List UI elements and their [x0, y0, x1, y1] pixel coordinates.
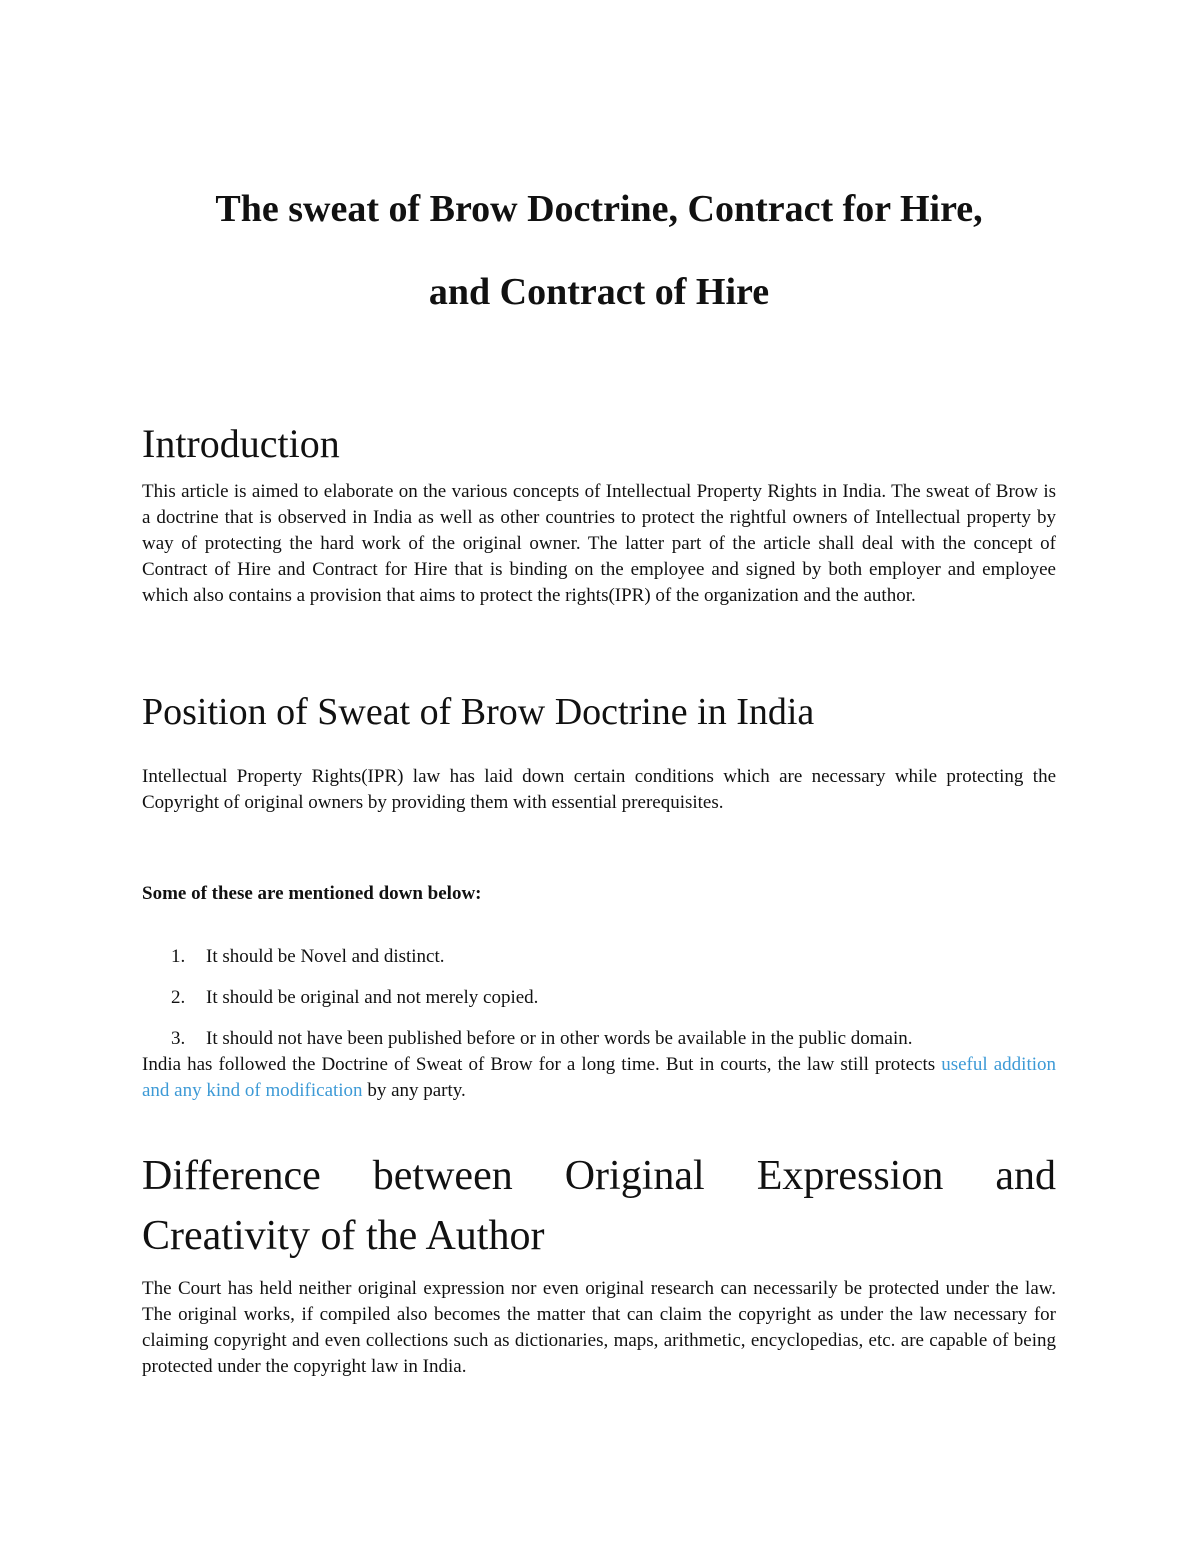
heading-word: Difference — [142, 1153, 321, 1199]
title-line-1: The sweat of Brow Doctrine, Contract for Hire, — [215, 188, 983, 230]
position-paragraph: Intellectual Property Rights(IPR) law has laid down certain conditions which are necessary while protecting the Copyright of original owners by providing them with essential prerequisites. — [142, 766, 1056, 813]
position-heading: Position of Sweat of Brow Doctrine in India — [142, 691, 815, 733]
list-item-number: 2. — [171, 987, 186, 1008]
introduction-heading: Introduction — [142, 421, 340, 466]
list-item-number: 1. — [171, 946, 186, 967]
list-item-number: 3. — [171, 1028, 186, 1049]
list-item — [142, 1026, 1056, 1052]
difference-paragraph: The Court has held neither original expression nor even original research can necessarily be protected under the law. The original works, if compiled also becomes the matter that can claim the copyright as under the law necessary for claiming copyright and even collections such as dictionaries, maps, arithmetic, encyclopedias, etc. are capable of being protected under the copyright law in India. — [142, 1278, 1056, 1377]
document-title — [142, 168, 1056, 334]
list-item-text: It should be original and not merely copied. — [206, 987, 539, 1008]
list-item-text: It should be Novel and distinct. — [206, 946, 445, 967]
list-item-text: It should not have been published before or in other words be available in the public domain. — [206, 1028, 913, 1049]
list-item — [142, 985, 1056, 1011]
list-intro: Some of these are mentioned down below: — [142, 883, 482, 904]
introduction-paragraph: This article is aimed to elaborate on the various concepts of Intellectual Property Rights in India. The sweat of Brow is a doctrine that is observed in India as well as other countries to protect the rightful owners of Intellectual property by way of protecting the hard work of the original owner. The latter part of the article shall deal with the concept of Contract of Hire and Contract for Hire that is binding on the employee and signed by both employer and employee which also contains a provision that aims to protect the rights(IPR) of the organization and the author. — [142, 481, 1056, 606]
india-doctrine-tail: by any party. — [362, 1080, 466, 1101]
heading-word: Original — [564, 1153, 705, 1199]
difference-heading-line-1 — [142, 1146, 1056, 1206]
difference-heading — [142, 1146, 1056, 1266]
heading-word: and — [995, 1153, 1056, 1199]
list-item — [142, 944, 1056, 970]
heading-word: between — [372, 1153, 513, 1199]
title-line-2: and Contract of Hire — [428, 271, 770, 313]
heading-word: Expression — [756, 1153, 944, 1199]
difference-heading-line-2: Creativity of the Author — [142, 1213, 545, 1259]
india-doctrine-paragraph — [142, 1052, 1056, 1104]
india-doctrine-text: India has followed the Doctrine of Sweat of Brow for a long time. But in courts, the law still protects — [142, 1054, 942, 1075]
modification-link[interactable]: useful addition and any kind of modification — [142, 1054, 1057, 1101]
prerequisites-list — [142, 944, 1056, 1067]
